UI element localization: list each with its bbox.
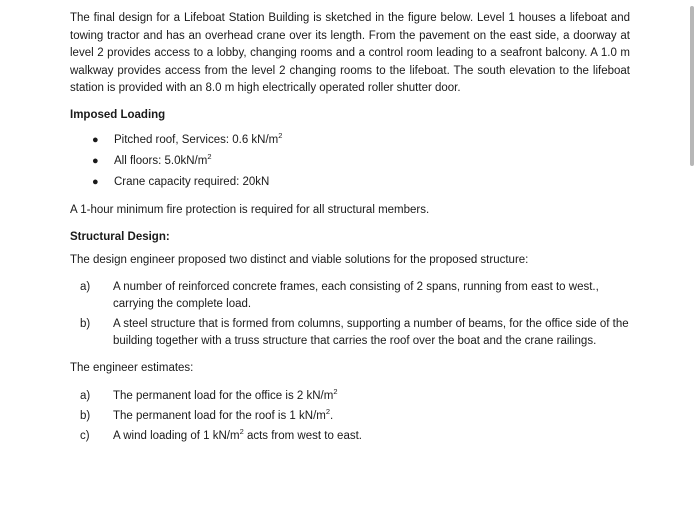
- list-marker: b): [80, 410, 91, 422]
- list-item: b) The permanent load for the roof is 1 $kN/m^2$.: [80, 406, 630, 426]
- list-item: ● Crane capacity required: 20kN: [92, 172, 630, 193]
- structural-design-heading: Structural Design:: [70, 230, 170, 243]
- list-item: c) A wind loading of 1 $kN/m^2$ acts from west to east.: [80, 426, 630, 446]
- imposed-loading-heading: Imposed Loading: [70, 108, 166, 121]
- structural-design-lead: The design engineer proposed two distinct and viable solutions for the proposed structure:: [70, 254, 529, 266]
- list-item: ● All floors: $5.0kN/m^2$: [92, 151, 630, 172]
- fire-protection-note: A 1-hour minimum fire protection is required for all structural members.: [70, 204, 430, 216]
- document-page: [70, 10, 630, 455]
- estimates-list: [70, 386, 630, 446]
- list-marker: a): [80, 390, 91, 402]
- bullet-icon: ●: [92, 176, 99, 188]
- bullet-icon: ●: [92, 155, 99, 167]
- list-marker: a): [80, 280, 91, 293]
- list-item: b) A steel structure that is formed from columns, supporting a number of beams, for the office side of the building together with a truss structure that carries the roof over the boat and the crane railings.: [80, 317, 629, 347]
- bullet-icon: ●: [92, 134, 99, 146]
- estimates-lead: The engineer estimates:: [70, 361, 194, 374]
- intro-paragraph: The final design for a Lifeboat Station Building is sketched in the figure below. Level 1 houses a lifeboat and towing tractor and has an overhead crane over its length. From the pavement on the east side, a doorway at level 2 provides access to a lobby, changing rooms and a control room leading to a seafront balcony. A 1.0 m walkway provides access from the level 2 changing rooms to the lifeboat. The south elevation to the lifeboat station is provided with an 8.0 m high electrically operated roller shutter door.: [70, 12, 630, 94]
- design-options-list: [70, 279, 630, 351]
- list-item: a) The permanent load for the office is 2 $kN/m^2$: [80, 386, 630, 406]
- list-marker: b): [80, 317, 91, 330]
- imposed-loading-list: [70, 130, 630, 193]
- list-marker: c): [80, 430, 90, 442]
- list-item: a) A number of reinforced concrete frames, each consisting of 2 spans, running from east to west., carrying the complete load.: [80, 280, 599, 310]
- list-item: ● Pitched roof, Services: 0.6 $kN/m^2$: [92, 130, 630, 151]
- scrollbar-thumb[interactable]: [690, 6, 694, 166]
